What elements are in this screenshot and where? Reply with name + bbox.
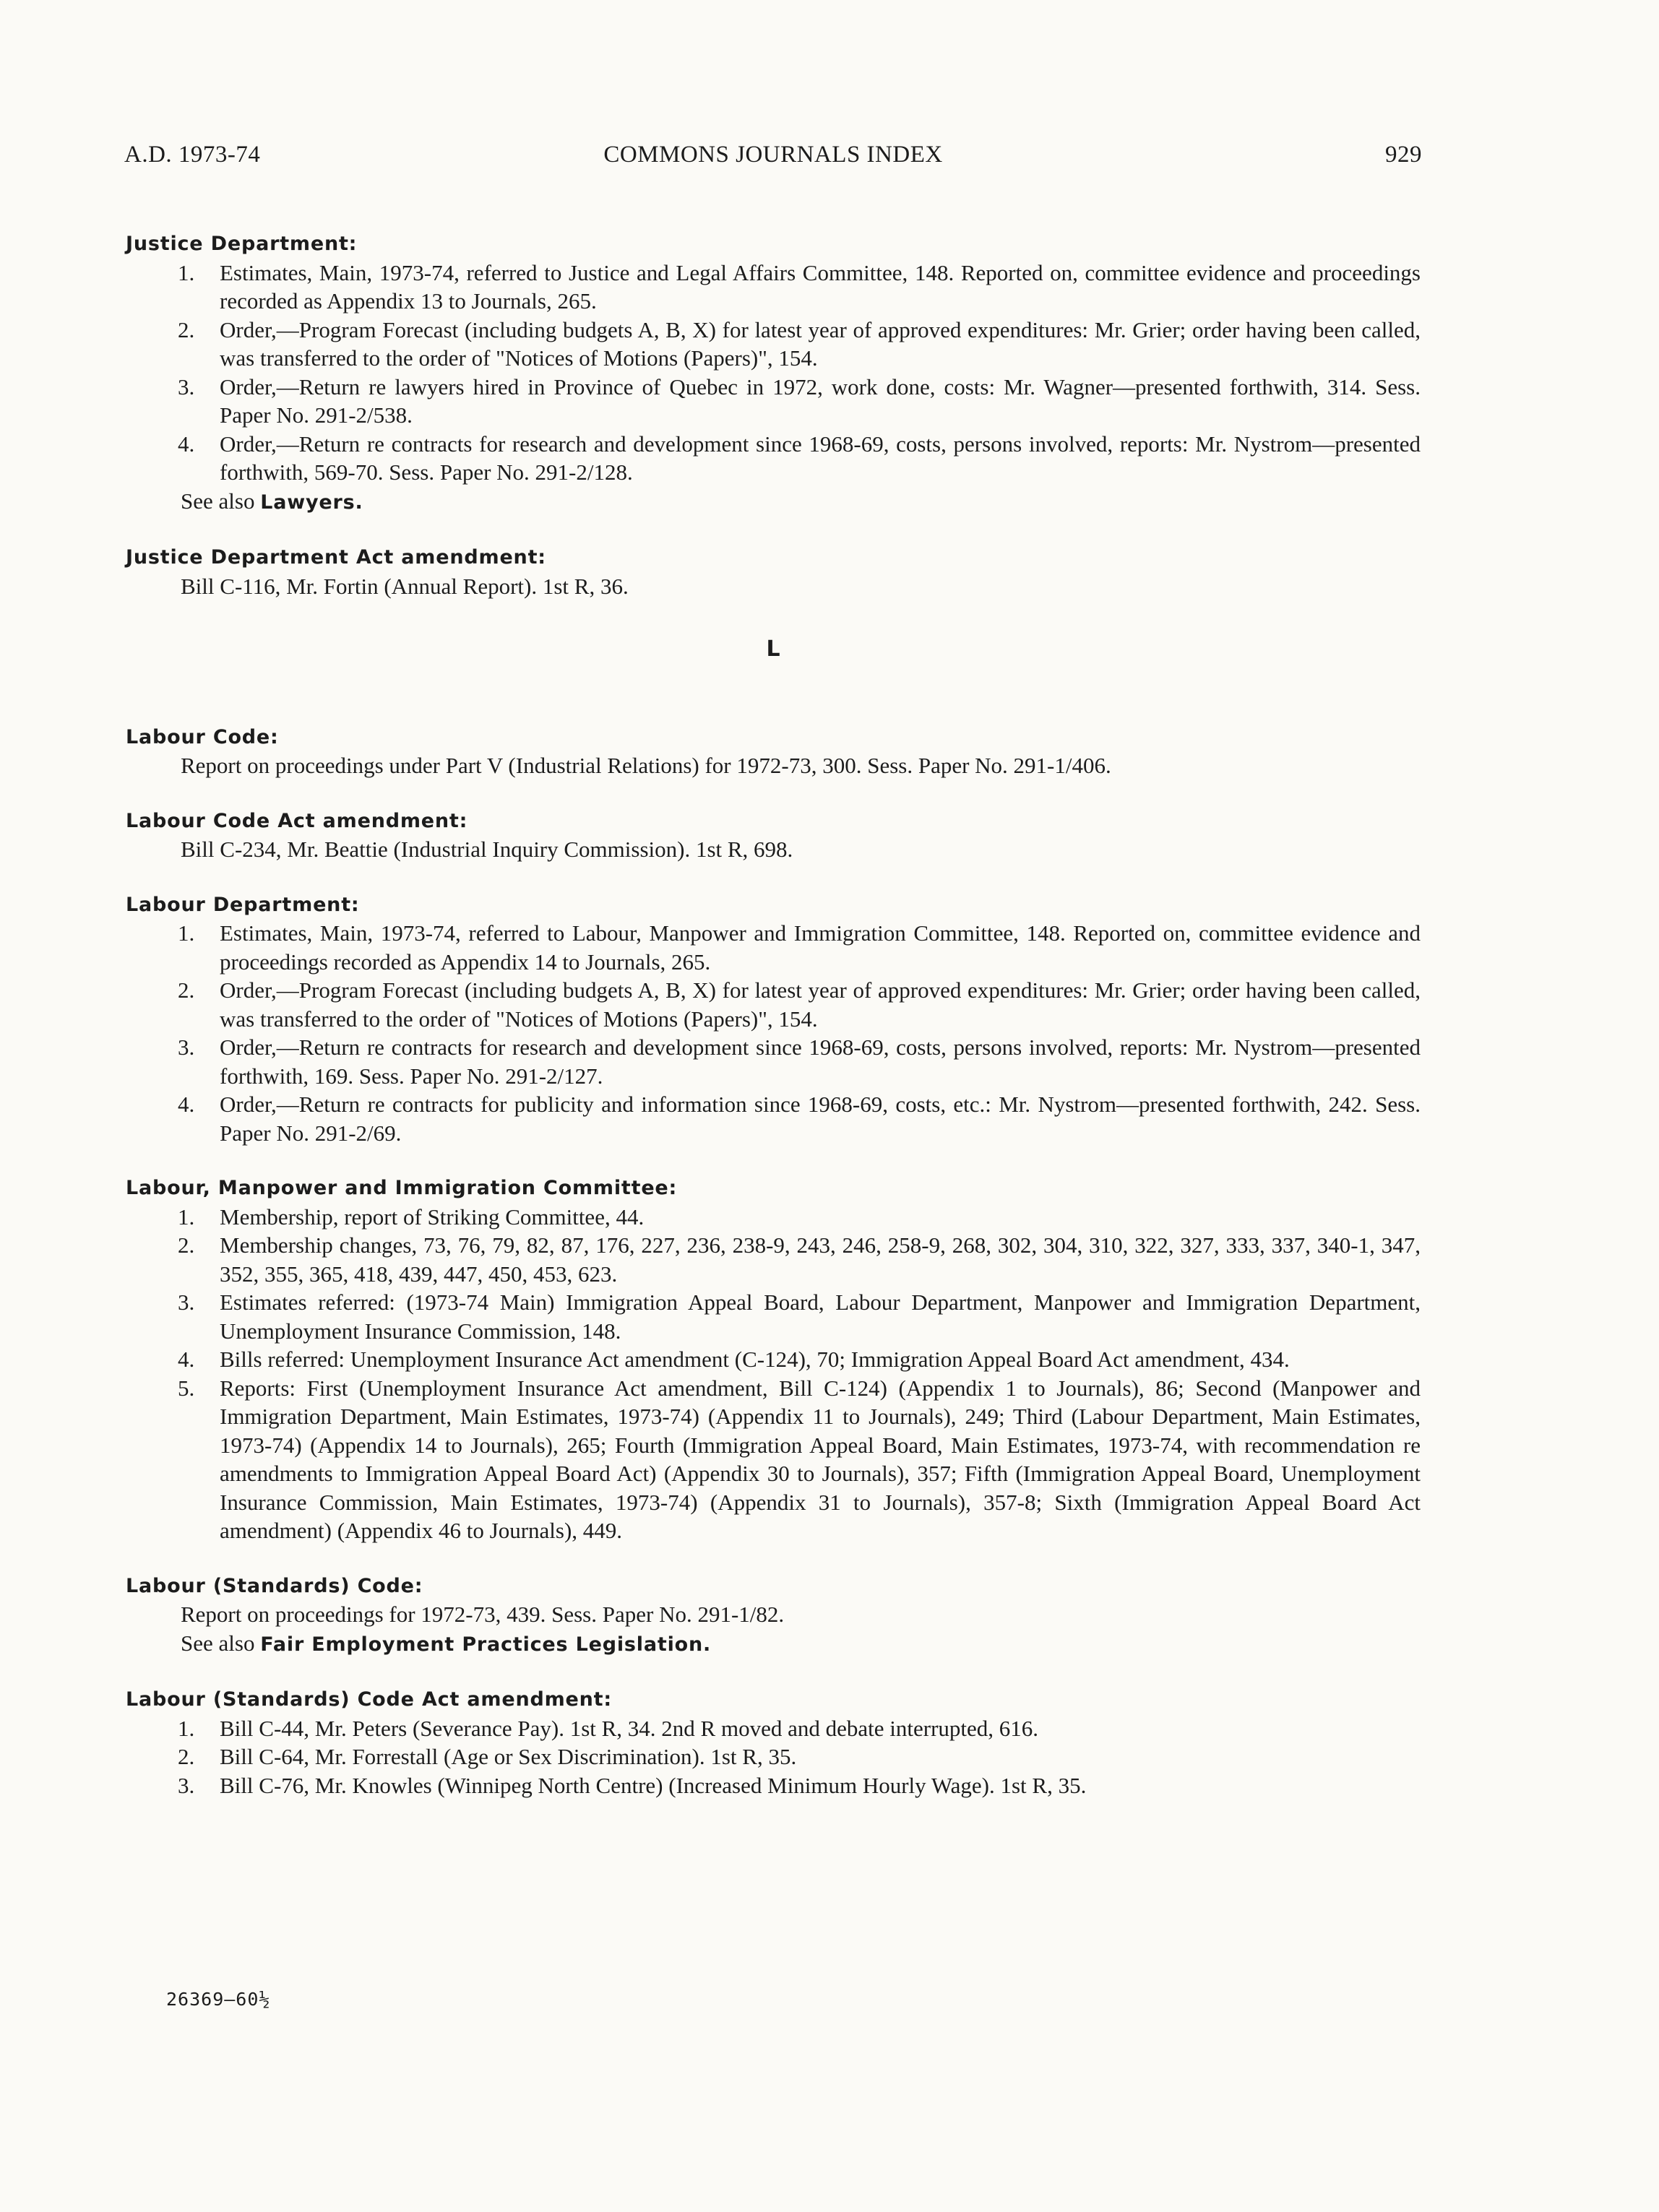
entry-line: Report on proceedings under Part V (Industrial Relations) for 1972-73, 300. Sess. Paper No. 291-1/406. — [181, 753, 1111, 778]
item-number: 2. — [178, 1744, 195, 1769]
entry-heading: Labour Department: — [126, 893, 360, 916]
entry-heading: Justice Department Act amendment: — [126, 546, 546, 569]
printer-code: 26369—60½ — [166, 1989, 271, 2010]
index-entry — [126, 891, 1421, 1148]
item-text: Membership changes, 73, 76, 79, 82, 87, 176, 227, 236, 238-9, 243, 246, 258-9, 268, 302, 304, 310, 322, 327, 333, 337, 340-1, 347, 352, 355, 365, 418, 439, 447, 450, 453, 623. — [220, 1232, 1421, 1287]
item-text: Bill C-64, Mr. Forrestall (Age or Sex Discrimination). 1st R, 35. — [220, 1744, 797, 1769]
index-entry — [126, 1572, 1421, 1659]
entry-heading: Labour (Standards) Code Act amendment: — [126, 1688, 612, 1711]
header-title: COMMONS JOURNALS INDEX — [603, 142, 943, 168]
entry-item — [126, 1742, 1421, 1771]
entry-heading: Labour (Standards) Code: — [126, 1574, 423, 1597]
entry-item — [126, 430, 1421, 487]
item-number: 1. — [178, 920, 195, 946]
item-text: Bill C-76, Mr. Knowles (Winnipeg North Centre) (Increased Minimum Hourly Wage). 1st R, 35. — [220, 1772, 1087, 1798]
entry-item — [126, 259, 1421, 316]
item-number: 4. — [178, 431, 195, 457]
entry-item — [126, 1771, 1421, 1800]
item-text: Reports: First (Unemployment Insurance Act amendment, Bill C-124) (Appendix 1 to Journals), 86; Second (Manpower and Immigration Department, Main Estimates, 1973-74) (Appendix 11 to Journals), 249; Third (Labour Department, Main Estimates, 1973-74) (Appendix 14 to Journals), 265; Fourth (Immigration Appeal Board, Main Estimates, 1973-74, with recommendation re amendments to Immigration Appeal Board Act) (Appendix 30 to Journals), 357; Fifth (Immigration Appeal Board, Unemployment Insurance Commission, Main Estimates, 1973-74) (Appendix 31 to Journals), 357-8; Sixth (Immigration Appeal Board Act amendment) (Appendix 46 to Journals), 449. — [220, 1375, 1421, 1543]
item-number: 5. — [178, 1375, 195, 1401]
entry-item — [126, 316, 1421, 373]
entries-after-section — [126, 723, 1421, 1800]
index-content — [126, 230, 1421, 1826]
entry-line: Bill C-116, Mr. Fortin (Annual Report). 1st R, 36. — [181, 573, 629, 599]
see-also-prefix: See also — [181, 488, 261, 514]
entry-heading: Labour, Manpower and Immigration Committee: — [126, 1177, 678, 1199]
item-number: 2. — [178, 316, 195, 342]
see-also — [126, 487, 1421, 517]
index-entry — [126, 723, 1421, 780]
entry-item — [126, 373, 1421, 430]
entry-item — [126, 976, 1421, 1033]
entry-item — [126, 1288, 1421, 1345]
see-also — [126, 1629, 1421, 1659]
index-entry — [126, 543, 1421, 600]
item-number: 1. — [178, 1715, 195, 1741]
entry-line: Report on proceedings for 1972-73, 439. Sess. Paper No. 291-1/82. — [181, 1602, 785, 1627]
item-number: 4. — [178, 1092, 195, 1117]
entry-item — [126, 919, 1421, 976]
see-also-reference: Lawyers. — [260, 491, 363, 514]
item-number: 3. — [178, 1034, 195, 1060]
item-text: Bills referred: Unemployment Insurance Act amendment (C-124), 70; Immigration Appeal Board Act amendment, 434. — [220, 1347, 1290, 1372]
entry-item-list — [126, 259, 1421, 487]
entry-heading: Justice Department: — [126, 233, 358, 255]
item-number: 2. — [178, 977, 195, 1003]
see-also-reference: Fair Employment Practices Legislation. — [260, 1633, 712, 1656]
entry-heading: Labour Code Act amendment: — [126, 809, 468, 832]
header-year: A.D. 1973-74 — [124, 142, 261, 168]
item-text: Bill C-44, Mr. Peters (Severance Pay). 1st R, 34. 2nd R moved and debate interrupted, 616. — [220, 1715, 1039, 1741]
entry-item — [126, 1345, 1421, 1374]
item-text: Order,—Program Forecast (including budgets A, B, X) for latest year of approved expenditures: Mr. Grier; order having been called, was transferred to the order of "Notices of Motions (Papers)", 154. — [220, 316, 1421, 371]
item-number: 2. — [178, 1232, 195, 1258]
item-number: 4. — [178, 1347, 195, 1372]
index-entry — [126, 1685, 1421, 1800]
entries-before-section — [126, 230, 1421, 600]
item-text: Order,—Program Forecast (including budgets A, B, X) for latest year of approved expenditures: Mr. Grier; order having been called, was transferred to the order of "Notices of Motions (Papers)", 154. — [220, 977, 1421, 1032]
entry-item — [126, 1714, 1421, 1743]
item-text: Order,—Return re contracts for research and development since 1968-69, costs, persons involved, reports: Mr. Nystrom—presented forthwith, 569-70. Sess. Paper No. 291-2/128. — [220, 431, 1421, 485]
index-entry — [126, 230, 1421, 517]
item-number: 3. — [178, 1289, 195, 1315]
entry-item-list — [126, 1203, 1421, 1545]
entry-item — [126, 1203, 1421, 1232]
entry-item — [126, 1033, 1421, 1090]
entry-item-list — [126, 1714, 1421, 1800]
running-header — [124, 142, 1422, 178]
section-letter: L — [766, 636, 780, 662]
entry-item — [126, 1231, 1421, 1288]
entry-heading: Labour Code: — [126, 725, 279, 748]
entry-item — [126, 1090, 1421, 1147]
index-entry — [126, 1174, 1421, 1545]
item-text: Order,—Return re contracts for research and development since 1968-69, costs, persons involved, reports: Mr. Nystrom—presented forthwith, 169. Sess. Paper No. 291-2/127. — [220, 1034, 1421, 1089]
item-text: Order,—Return re lawyers hired in Province of Quebec in 1972, work done, costs: Mr. Wagner—presented forthwith, 314. Sess. Paper No. 291-2/538. — [220, 373, 1421, 428]
index-entry — [126, 807, 1421, 864]
page-number: 929 — [1385, 142, 1422, 168]
item-number: 3. — [178, 1772, 195, 1798]
item-number: 1. — [178, 259, 195, 285]
item-number: 3. — [178, 373, 195, 399]
item-text: Order,—Return re contracts for publicity and information since 1968-69, costs, etc.: Mr. Nystrom—presented forthwith, 242. Sess. Paper No. 291-2/69. — [220, 1092, 1421, 1146]
entry-item — [126, 1374, 1421, 1545]
item-number: 1. — [178, 1204, 195, 1230]
entry-item-list — [126, 919, 1421, 1147]
item-text: Estimates referred: (1973-74 Main) Immigration Appeal Board, Labour Department, Manpower and Immigration Department, Unemployment Insurance Commission, 148. — [220, 1289, 1421, 1344]
entry-line: Bill C-234, Mr. Beattie (Industrial Inquiry Commission). 1st R, 698. — [181, 837, 793, 862]
item-text: Estimates, Main, 1973-74, referred to Labour, Manpower and Immigration Committee, 148. Reported on, committee evidence and proceedings recorded as Appendix 14 to Journals, 265. — [220, 920, 1421, 975]
item-text: Estimates, Main, 1973-74, referred to Justice and Legal Affairs Committee, 148. Reported on, committee evidence and proceedings recorded as Appendix 13 to Journals, 265. — [220, 259, 1421, 314]
item-text: Membership, report of Striking Committee, 44. — [220, 1204, 645, 1230]
see-also-prefix: See also — [181, 1630, 261, 1656]
